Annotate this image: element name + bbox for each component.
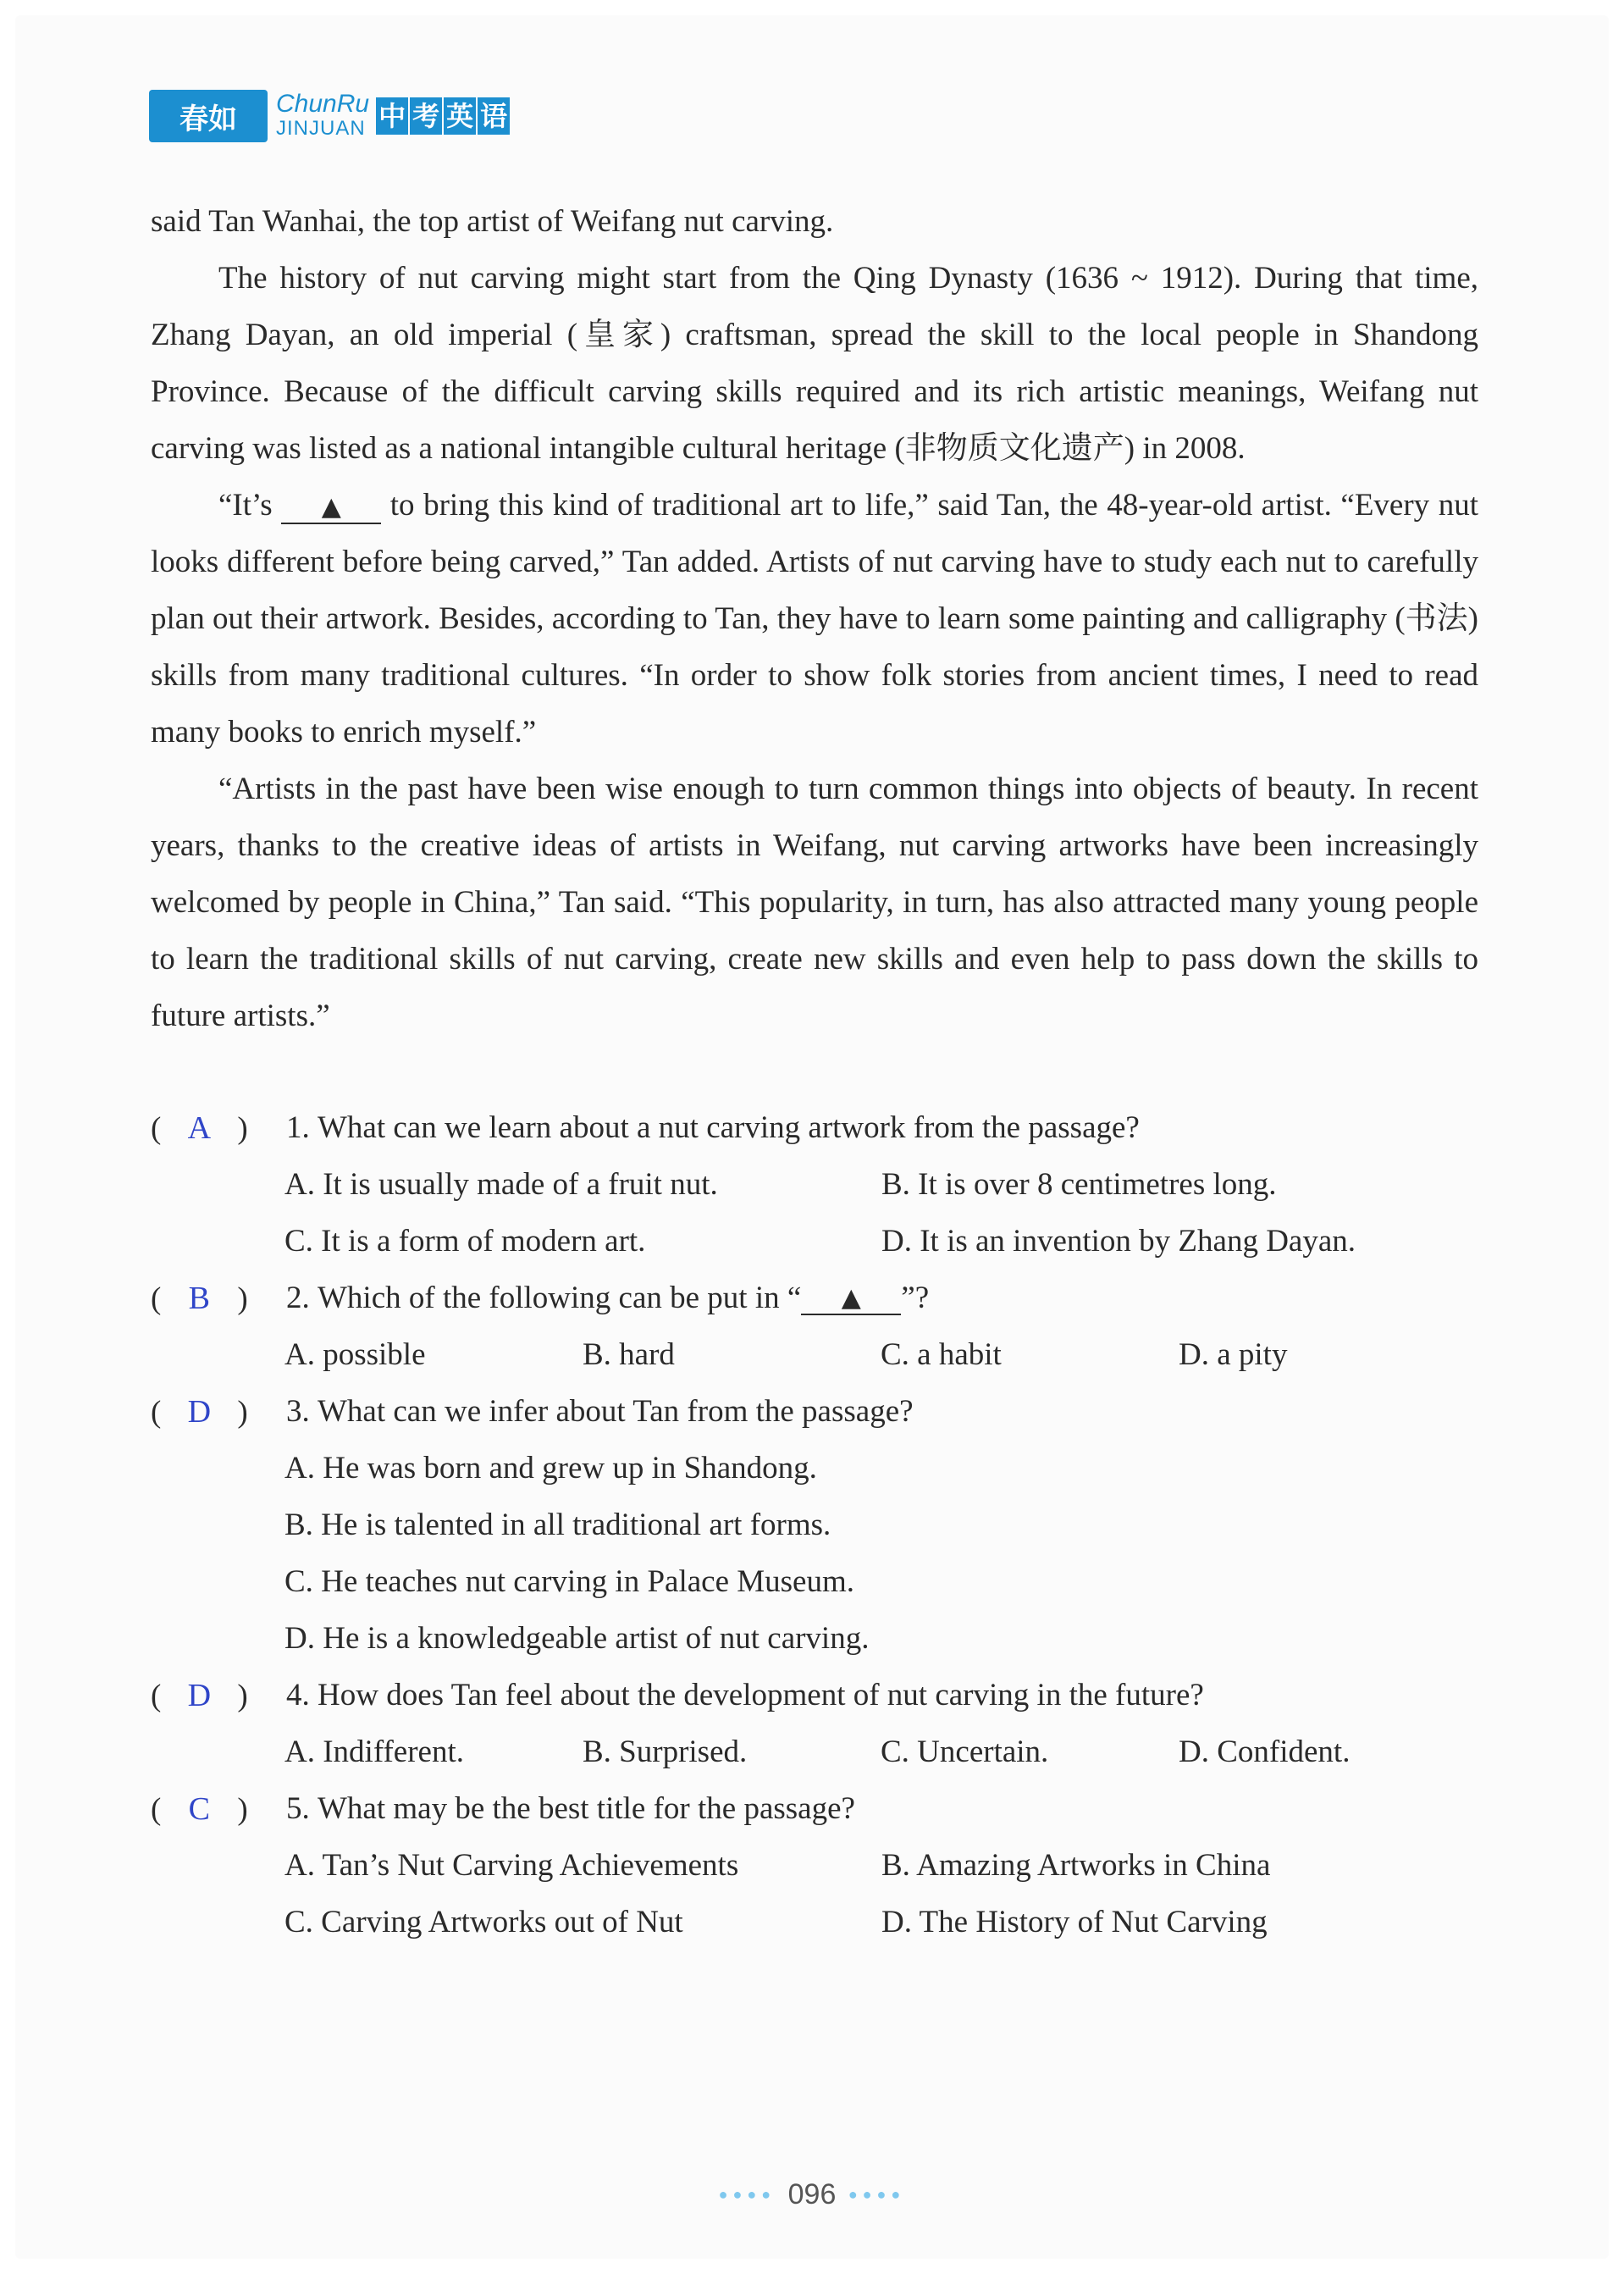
option: B. Amazing Artworks in China bbox=[881, 1848, 1271, 1883]
bracket-open: ( bbox=[151, 1110, 162, 1146]
option: A. Indifferent. bbox=[284, 1735, 464, 1769]
option: C. a habit bbox=[881, 1337, 1002, 1372]
logo-mark: 春如 bbox=[149, 90, 268, 142]
option: D. He is a knowledgeable artist of nut carving. bbox=[284, 1621, 870, 1656]
option: B. Surprised. bbox=[583, 1735, 748, 1769]
option: A. Tan’s Nut Carving Achievements bbox=[284, 1848, 739, 1883]
option-row bbox=[151, 1723, 1478, 1780]
option: A. possible bbox=[284, 1337, 426, 1372]
option: B. It is over 8 centimetres long. bbox=[881, 1167, 1277, 1202]
question-number: 3. bbox=[286, 1394, 310, 1429]
dots-decoration: ●●●● bbox=[848, 2186, 906, 2203]
question-number: 2. bbox=[286, 1281, 310, 1315]
option-row bbox=[151, 1213, 1478, 1270]
option: A. It is usually made of a fruit nut. bbox=[284, 1167, 718, 1202]
option-row bbox=[151, 1440, 1478, 1497]
question-1 bbox=[151, 1099, 1478, 1156]
passage-paragraph: said Tan Wanhai, the top artist of Weifang nut carving. bbox=[151, 204, 834, 239]
bracket-close: ) bbox=[237, 1394, 248, 1430]
logo-tag-char: 语 bbox=[478, 97, 510, 135]
question-stem: What can we infer about Tan from the passage? bbox=[318, 1394, 914, 1429]
bracket-close: ) bbox=[237, 1281, 248, 1316]
logo-tag-char: 考 bbox=[410, 97, 442, 135]
option-row bbox=[151, 1553, 1478, 1610]
option-row bbox=[151, 1497, 1478, 1553]
question-5 bbox=[151, 1780, 1478, 1837]
option: C. It is a form of modern art. bbox=[284, 1224, 646, 1259]
option: A. He was born and grew up in Shandong. bbox=[284, 1451, 817, 1486]
answer-letter: A bbox=[187, 1109, 212, 1146]
bracket-open: ( bbox=[151, 1791, 162, 1827]
logo-line2: JINJUAN bbox=[276, 117, 366, 140]
answer-letter: B bbox=[188, 1280, 210, 1316]
logo-text bbox=[276, 91, 369, 141]
question-number: 1. bbox=[286, 1110, 310, 1145]
question-3 bbox=[151, 1383, 1478, 1440]
option: B. He is talented in all traditional art forms. bbox=[284, 1508, 831, 1542]
option-row bbox=[151, 1156, 1478, 1213]
question-4 bbox=[151, 1667, 1478, 1723]
question-list bbox=[151, 1099, 1478, 1950]
passage-paragraph bbox=[151, 477, 1478, 761]
bracket-open: ( bbox=[151, 1678, 162, 1713]
option: D. It is an invention by Zhang Dayan. bbox=[881, 1224, 1356, 1259]
answer-bracket bbox=[151, 1393, 286, 1430]
option-row bbox=[151, 1326, 1478, 1383]
answer-bracket bbox=[151, 1109, 286, 1147]
option: D. The History of Nut Carving bbox=[881, 1905, 1268, 1939]
passage bbox=[151, 193, 1478, 1044]
paragraph-text: “It’s bbox=[218, 488, 282, 523]
option: D. Confident. bbox=[1179, 1735, 1351, 1769]
option: C. Carving Artworks out of Nut bbox=[284, 1905, 683, 1939]
paragraph-text: to bring this kind of traditional art to life,” said Tan, the 48-year-old artist. “Every nut looks different before being carved,” Tan added. Artists of nut carving have to study each nut to carefully plan out their artwork. Besides, according to Tan, they have to learn some painting and calligraphy (书法) skills from many traditional cultures. “In order to show folk stories from ancient times, I need to read many books to enrich myself.” bbox=[151, 488, 1478, 750]
bracket-close: ) bbox=[237, 1791, 248, 1827]
option-row bbox=[151, 1894, 1478, 1950]
fill-in-blank bbox=[281, 490, 381, 524]
option-row bbox=[151, 1837, 1478, 1894]
option: B. hard bbox=[583, 1337, 675, 1372]
bracket-close: ) bbox=[237, 1678, 248, 1713]
fill-in-blank bbox=[801, 1281, 901, 1315]
triangle-marker: ▲ bbox=[841, 1282, 861, 1313]
bracket-open: ( bbox=[151, 1394, 162, 1430]
option: C. He teaches nut carving in Palace Museum. bbox=[284, 1564, 854, 1599]
answer-letter: D bbox=[187, 1393, 212, 1430]
question-number: 5. bbox=[286, 1791, 310, 1826]
answer-letter: C bbox=[188, 1790, 210, 1827]
option-row bbox=[151, 1610, 1478, 1667]
question-2 bbox=[151, 1270, 1478, 1326]
logo-tag-char: 英 bbox=[444, 97, 476, 135]
bracket-close: ) bbox=[237, 1110, 248, 1146]
option: C. Uncertain. bbox=[881, 1735, 1049, 1769]
bracket-open: ( bbox=[151, 1281, 162, 1316]
answer-bracket bbox=[151, 1280, 286, 1317]
question-number: 4. bbox=[286, 1678, 310, 1712]
logo-line1: ChunRu bbox=[276, 90, 370, 118]
logo-tag bbox=[376, 97, 511, 135]
triangle-marker: ▲ bbox=[321, 492, 341, 522]
option: D. a pity bbox=[1179, 1337, 1288, 1372]
passage-paragraph: “Artists in the past have been wise enough to turn common things into objects of beauty. In recent years, thanks to the creative ideas of artists in Weifang, nut carving artworks have been increasingly welcomed by people in China,” Tan said. “This popularity, in turn, has also attracted many young people to learn the traditional skills of nut carving, create new skills and even help to pass down the skills to future artists.” bbox=[151, 772, 1478, 1033]
page-footer bbox=[0, 2178, 1624, 2211]
question-stem-end: ”? bbox=[901, 1281, 930, 1315]
dots-decoration: ●●●● bbox=[718, 2186, 776, 2203]
question-stem: Which of the following can be put in “ bbox=[318, 1281, 802, 1315]
question-stem: What can we learn about a nut carving artwork from the passage? bbox=[318, 1110, 1140, 1145]
answer-bracket bbox=[151, 1790, 286, 1828]
question-stem: How does Tan feel about the development of nut carving in the future? bbox=[318, 1678, 1204, 1712]
header-logo bbox=[149, 88, 511, 144]
page-number: 096 bbox=[787, 2178, 837, 2210]
logo-tag-char: 中 bbox=[376, 97, 408, 135]
passage-paragraph: The history of nut carving might start from the Qing Dynasty (1636 ~ 1912). During that time, Zhang Dayan, an old imperial (皇家) craftsman, spread the skill to the local people in Shandong Province. Because of the difficult carving skills required and its rich artistic meanings, Weifang nut carving was listed as a national intangible cultural heritage (非物质文化遗产) in 2008. bbox=[151, 261, 1478, 466]
answer-letter: D bbox=[187, 1677, 212, 1713]
answer-bracket bbox=[151, 1677, 286, 1714]
question-stem: What may be the best title for the passage? bbox=[318, 1791, 855, 1826]
